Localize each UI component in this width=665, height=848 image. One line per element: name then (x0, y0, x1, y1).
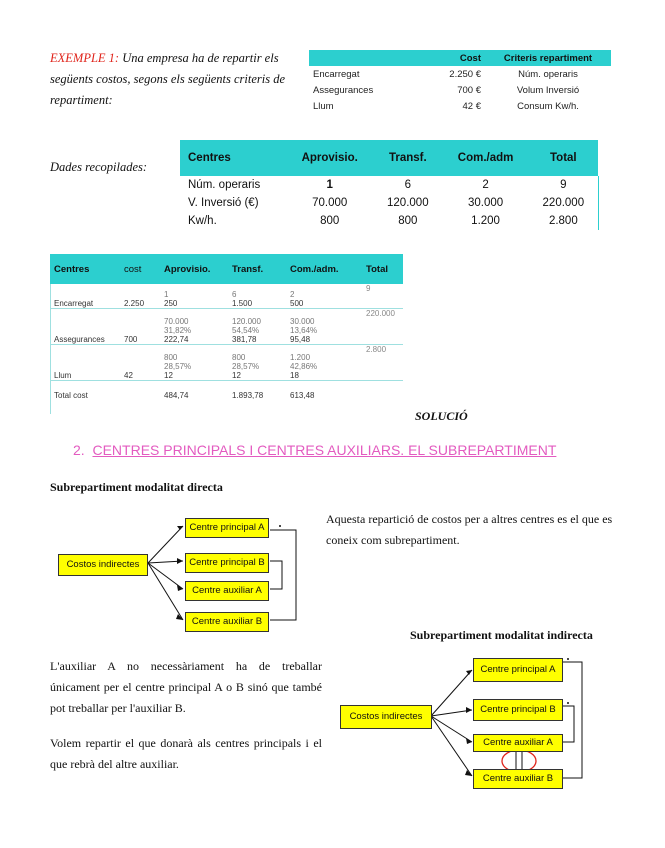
solution-sub: 18 (290, 370, 299, 380)
collected-label: Dades recopilades: (50, 160, 148, 174)
direct-target-principal-b: Centre principal B (185, 553, 269, 573)
indirect-arrow-c (431, 716, 472, 742)
collected-cell: 800 (398, 215, 418, 227)
solution-cell: 220.000 (362, 308, 403, 344)
solution-sub: 500 (290, 298, 304, 308)
solution-header: Aprovisio. (160, 254, 228, 284)
indirect-arrow-b (431, 710, 472, 716)
indirect-target-principal-b: Centre principal B (473, 699, 563, 721)
direct-source-box: Costos indirectes (58, 554, 148, 576)
solution-sub: 2 (290, 289, 295, 299)
indirect-loop-outer (563, 662, 582, 778)
cost-cell: Assegurances (313, 84, 374, 96)
cost-header-2: Criteris repartiment (485, 50, 611, 66)
solution-cell: 700 (120, 308, 160, 344)
solution-sub: 95,48 (290, 334, 311, 344)
indirect-heading: Subrepartiment modalitat indirecta (410, 628, 593, 642)
direct-text: Aquesta repartició de costos per a altres centres es el que es coneix com subrepartiment. (326, 512, 613, 547)
example-line2: següents costos, segons els següents criteris de (50, 72, 286, 86)
direct-target-auxiliar-b: Centre auxiliar B (185, 612, 269, 632)
indirect-target-auxiliar-b: Centre auxiliar B (473, 769, 563, 789)
collected-cell: 2.800 (548, 215, 578, 227)
solution-cell: Assegurances (50, 308, 120, 344)
direct-target-principal-a: Centre principal A (185, 518, 269, 538)
collected-cell: 2 (482, 179, 489, 191)
solution-header: Com./adm. (286, 254, 362, 284)
indirect-arrow-a (431, 670, 472, 716)
collected-cell: 9 (560, 179, 567, 191)
indirect-para1: L'auxiliar A no necessàriament ha de treballar únicament per el centre principal A o B sinó que també pot treballar per l'auxiliar B. (50, 659, 322, 715)
collected-cell: 800 (320, 215, 340, 227)
direct-loop-inner (270, 561, 282, 589)
solution-header: Transf. (228, 254, 286, 284)
cost-cell: 42 € (462, 100, 481, 112)
cost-cell: Núm. operaris (518, 68, 578, 80)
cost-cell: Consum Kw/h. (517, 100, 579, 112)
collected-cell: Núm. operaris (188, 179, 261, 191)
example-line1: Una empresa ha de repartir els (119, 51, 279, 65)
collected-cell: 220.000 (542, 197, 585, 209)
solution-sub: 222,74 (164, 334, 189, 344)
cost-cell: Volum Inversió (516, 84, 580, 96)
solution-sub: 12 (232, 370, 241, 380)
example-line3: repartiment: (50, 93, 113, 107)
solution-cell: 2.800 (362, 344, 403, 380)
solution-sub: 70.000 (164, 316, 189, 326)
cost-cell: 2.250 € (449, 68, 481, 80)
solution-sub: 13,64% (290, 325, 318, 335)
indirect-target-auxiliar-a: Centre auxiliar A (473, 734, 563, 752)
solution-cell: 1.893,78 (232, 390, 264, 400)
indirect-target-principal-a: Centre principal A (473, 658, 563, 682)
solution-sub: 1.500 (232, 298, 253, 308)
indirect-loop-inner (563, 706, 574, 742)
collected-header: Centres (180, 140, 286, 176)
solution-sub: 28,57% (164, 361, 192, 371)
collected-cell: Kw/h. (188, 215, 217, 227)
solution-sub: 1 (164, 289, 169, 299)
direct-arrow-c (148, 563, 183, 589)
solution-sub: 31,82% (164, 325, 192, 335)
solution-sub: 6 (232, 289, 237, 299)
direct-arrow-d (148, 563, 183, 620)
direct-heading: Subrepartiment modalitat directa (50, 480, 223, 494)
collected-cell: 70.000 (312, 197, 348, 209)
cost-header-1: Cost (407, 50, 485, 66)
example-label: EXEMPLE 1: (50, 51, 120, 65)
collected-cell: 120.000 (387, 197, 429, 209)
solution-sub: 250 (164, 298, 178, 308)
section-number: 2. (73, 442, 85, 458)
collected-header: Aprovisio. (286, 140, 373, 176)
solution-sub: 800 (164, 352, 178, 362)
collected-header: Transf. (373, 140, 442, 176)
direct-loop-outer (270, 530, 296, 620)
solution-header: Centres (50, 254, 120, 284)
indirect-source-box: Costos indirectes (340, 705, 432, 729)
cost-cell: Encarregat (313, 68, 360, 80)
collected-cell: 6 (404, 179, 412, 191)
solution-sub: 28,57% (232, 361, 260, 371)
collected-cell: 1 (326, 179, 333, 191)
collected-header: Total (529, 140, 598, 176)
direct-target-auxiliar-a: Centre auxiliar A (185, 581, 269, 601)
solution-sub: 54,54% (232, 325, 260, 335)
cost-cell: Llum (313, 100, 334, 112)
solution-sub: 120.000 (232, 316, 261, 326)
solution-cell: 613,48 (290, 390, 315, 400)
collected-cell: 1.200 (471, 215, 500, 227)
cost-cell: 700 € (457, 84, 481, 96)
indirect-arrow-d (431, 716, 472, 776)
solution-header: Total (362, 254, 403, 284)
solution-cell: 484,74 (164, 390, 189, 400)
solution-cell: 9 (362, 284, 403, 308)
solution-cell: Llum (50, 344, 120, 380)
solution-cell: 2.250 (120, 284, 160, 308)
solution-sub: 12 (164, 370, 173, 380)
direct-arrow-a (148, 526, 183, 563)
solution-sub: 381,78 (232, 334, 257, 344)
solution-caption: SOLUCIÓ (415, 409, 468, 423)
solution-sub: 42,86% (290, 361, 318, 371)
collected-header: Com./adm (442, 140, 528, 176)
section-title: CENTRES PRINCIPALS I CENTRES AUXILIARS. EL SUBREPARTIMENT (92, 442, 557, 458)
solution-cell: 42 (120, 344, 160, 380)
collected-cell: V. Inversió (€) (188, 197, 259, 209)
solution-cell: Encarregat (50, 284, 120, 308)
solution-header: cost (120, 254, 160, 284)
solution-sub: 1.200 (290, 352, 311, 362)
solution-sub: 30.000 (290, 316, 315, 326)
indirect-para2: Volem repartir el que donarà als centres principals i el que rebrà del altre auxiliar. (50, 736, 322, 771)
collected-cell: 30.000 (467, 197, 504, 209)
solution-cell: Total cost (54, 390, 88, 400)
solution-sub: 800 (232, 352, 246, 362)
